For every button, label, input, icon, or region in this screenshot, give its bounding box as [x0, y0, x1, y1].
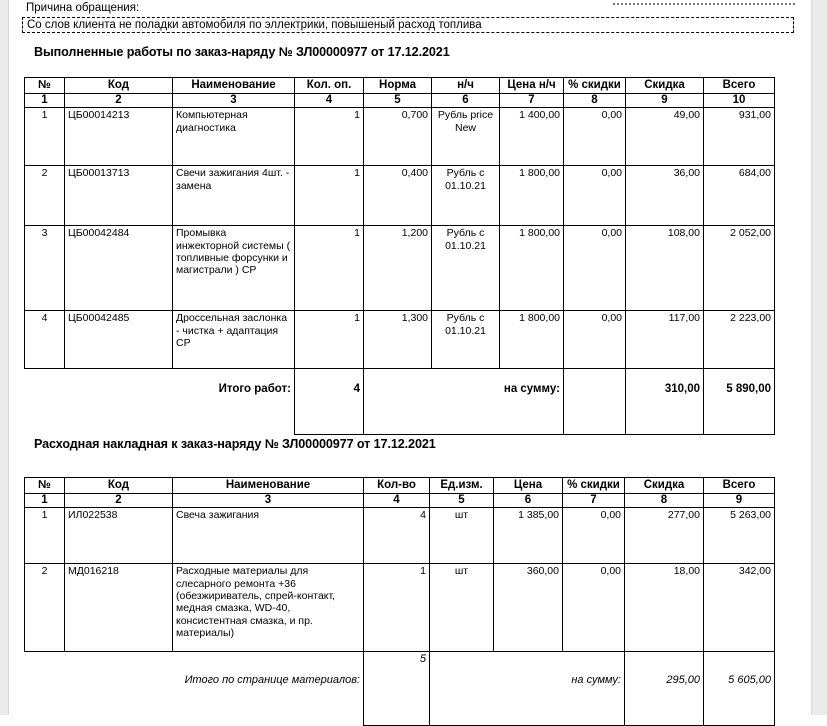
materials-colnum-7: 7: [563, 494, 625, 508]
table-row: [25, 108, 775, 166]
materials-col-price: Цена: [494, 478, 563, 494]
materials-r2-code: МД016218: [65, 564, 173, 652]
works-total-empty: [564, 369, 626, 435]
works-r3-norm: 1,200: [364, 226, 432, 311]
materials-colnum-2: 2: [65, 494, 173, 508]
works-r3-num: 3: [25, 226, 65, 311]
materials-col-code: Код: [65, 478, 173, 494]
works-col-num: №: [25, 78, 65, 94]
materials-colnum-3: 3: [173, 494, 364, 508]
materials-col-discpct: % скидки: [563, 478, 625, 494]
works-total-label: Итого работ:: [218, 383, 291, 396]
table-row: [25, 226, 775, 311]
works-r1-name: Компьютерная диагностика: [173, 108, 295, 166]
materials-colnum-6: 6: [494, 494, 563, 508]
materials-r2-price: 360,00: [494, 564, 563, 652]
works-col-total: Всего: [704, 78, 775, 94]
works-r3-discount: 108,00: [626, 226, 704, 311]
works-r1-norm: 0,700: [364, 108, 432, 166]
materials-colnum-4: 4: [364, 494, 430, 508]
materials-r2-total: 342,00: [704, 564, 775, 652]
works-r3-discpct: 0,00: [564, 226, 626, 311]
works-total-total: 5 890,00: [704, 369, 775, 435]
materials-col-name: Наименование: [173, 478, 364, 494]
table-row: [25, 508, 775, 564]
works-r4-code: ЦБ00042485: [65, 311, 173, 369]
materials-section-title: Расходная накладная к заказ-наряду № ЗЛ00000977 от 17.12.2021: [34, 437, 436, 451]
works-colnum-9: 9: [626, 94, 704, 108]
works-total-discount: 310,00: [626, 369, 704, 435]
works-colnum-1: 1: [25, 94, 65, 108]
materials-r2-unit: шт: [430, 564, 494, 652]
works-section-title: Выполненные работы по заказ-наряду № ЗЛ00000977 от 17.12.2021: [34, 45, 450, 59]
page-gutter-left: [0, 0, 9, 715]
materials-header-row: [25, 478, 775, 494]
works-r2-num: 2: [25, 166, 65, 226]
works-r4-name: Дроссельная заслонка - чистка + адаптация СР: [173, 311, 295, 369]
works-r1-total: 931,00: [704, 108, 775, 166]
works-r3-qty: 1: [295, 226, 364, 311]
works-colnum-2: 2: [65, 94, 173, 108]
works-r1-rate: Рубль price New: [432, 108, 500, 166]
materials-r2-name: Расходные материалы для слесарного ремонта +36 (обезжириватель, спрей-контакт, медная смазка, WD-40, консистентная смазка, и пр. материалы): [173, 564, 364, 652]
materials-col-total: Всего: [704, 478, 775, 494]
works-r1-price: 1 400,00: [500, 108, 564, 166]
materials-r1-total: 5 263,00: [704, 508, 775, 564]
reason-label: Причина обращения:: [26, 2, 140, 14]
materials-total-label: Итого по странице материалов:: [184, 674, 360, 687]
materials-r1-price: 1 385,00: [494, 508, 563, 564]
works-r3-total: 2 052,00: [704, 226, 775, 311]
works-colnum-row: [25, 94, 775, 108]
works-r3-name: Промывка инжекторной системы ( топливные форсунки и магистрали ) СР: [173, 226, 295, 311]
materials-r2-num: 2: [25, 564, 65, 652]
materials-table: [24, 477, 775, 726]
materials-r2-qty: 1: [364, 564, 430, 652]
works-col-name: Наименование: [173, 78, 295, 94]
works-colnum-4: 4: [295, 94, 364, 108]
works-colnum-6: 6: [432, 94, 500, 108]
works-col-rate: н/ч: [432, 78, 500, 94]
materials-r1-name: Свеча зажигания: [173, 508, 364, 564]
works-colnum-7: 7: [500, 94, 564, 108]
materials-col-unit: Ед.изм.: [430, 478, 494, 494]
materials-r1-unit: шт: [430, 508, 494, 564]
works-r2-qty: 1: [295, 166, 364, 226]
works-col-norm: Норма: [364, 78, 432, 94]
works-r1-discpct: 0,00: [564, 108, 626, 166]
works-r2-code: ЦБ00013713: [65, 166, 173, 226]
works-r2-discpct: 0,00: [564, 166, 626, 226]
works-total-row: [25, 369, 775, 435]
works-r2-rate: Рубль с 01.10.21: [432, 166, 500, 226]
materials-total-discount: 295,00: [625, 652, 704, 726]
works-total-count: 4: [295, 369, 364, 435]
materials-col-num: №: [25, 478, 65, 494]
works-r4-num: 4: [25, 311, 65, 369]
materials-total-count: 5: [364, 652, 430, 726]
table-row: [25, 166, 775, 226]
works-r2-total: 684,00: [704, 166, 775, 226]
top-dotted-divider: [613, 3, 795, 5]
works-colnum-3: 3: [173, 94, 295, 108]
works-r2-price: 1 800,00: [500, 166, 564, 226]
materials-r2-discount: 18,00: [625, 564, 704, 652]
works-r1-num: 1: [25, 108, 65, 166]
materials-r1-qty: 4: [364, 508, 430, 564]
works-r3-code: ЦБ00042484: [65, 226, 173, 311]
works-r3-rate: Рубль с 01.10.21: [432, 226, 500, 311]
materials-colnum-9: 9: [704, 494, 775, 508]
table-row: [25, 311, 775, 369]
works-colnum-5: 5: [364, 94, 432, 108]
page-gutter-right: [811, 0, 827, 715]
works-colnum-10: 10: [704, 94, 775, 108]
works-r4-qty: 1: [295, 311, 364, 369]
works-col-code: Код: [65, 78, 173, 94]
works-r2-name: Свечи зажигания 4шт. - замена: [173, 166, 295, 226]
materials-total-sumlabel: на сумму:: [430, 652, 625, 726]
materials-col-discount: Скидка: [625, 478, 704, 494]
materials-colnum-8: 8: [625, 494, 704, 508]
materials-r1-discpct: 0,00: [563, 508, 625, 564]
works-table: [24, 77, 775, 435]
materials-r1-num: 1: [25, 508, 65, 564]
works-r4-discpct: 0,00: [564, 311, 626, 369]
works-header-row: [25, 78, 775, 94]
reason-field[interactable]: [22, 17, 794, 33]
works-col-qty: Кол. оп.: [295, 78, 364, 94]
materials-colnum-5: 5: [430, 494, 494, 508]
works-col-discpct: % скидки: [564, 78, 626, 94]
works-r4-norm: 1,300: [364, 311, 432, 369]
works-colnum-8: 8: [564, 94, 626, 108]
works-r4-total: 2 223,00: [704, 311, 775, 369]
works-r4-rate: Рубль с 01.10.21: [432, 311, 500, 369]
works-total-sumlabel: на сумму:: [364, 369, 564, 435]
works-r4-price: 1 800,00: [500, 311, 564, 369]
document-sheet: [9, 0, 811, 715]
reason-value: Со слов клиента не поладки автомобиля по эллектрики, повышеный расход топлива: [27, 19, 482, 31]
works-r1-discount: 49,00: [626, 108, 704, 166]
materials-colnum-1: 1: [25, 494, 65, 508]
works-r2-discount: 36,00: [626, 166, 704, 226]
works-r3-price: 1 800,00: [500, 226, 564, 311]
works-r2-norm: 0,400: [364, 166, 432, 226]
materials-r1-code: ИЛ022538: [65, 508, 173, 564]
materials-total-total: 5 605,00: [704, 652, 775, 726]
materials-colnum-row: [25, 494, 775, 508]
works-r1-code: ЦБ00014213: [65, 108, 173, 166]
works-r4-discount: 117,00: [626, 311, 704, 369]
materials-col-qty: Кол-во: [364, 478, 430, 494]
works-col-discount: Скидка: [626, 78, 704, 94]
table-row: [25, 564, 775, 652]
works-col-price: Цена н/ч: [500, 78, 564, 94]
materials-r2-discpct: 0,00: [563, 564, 625, 652]
works-r1-qty: 1: [295, 108, 364, 166]
materials-r1-discount: 277,00: [625, 508, 704, 564]
